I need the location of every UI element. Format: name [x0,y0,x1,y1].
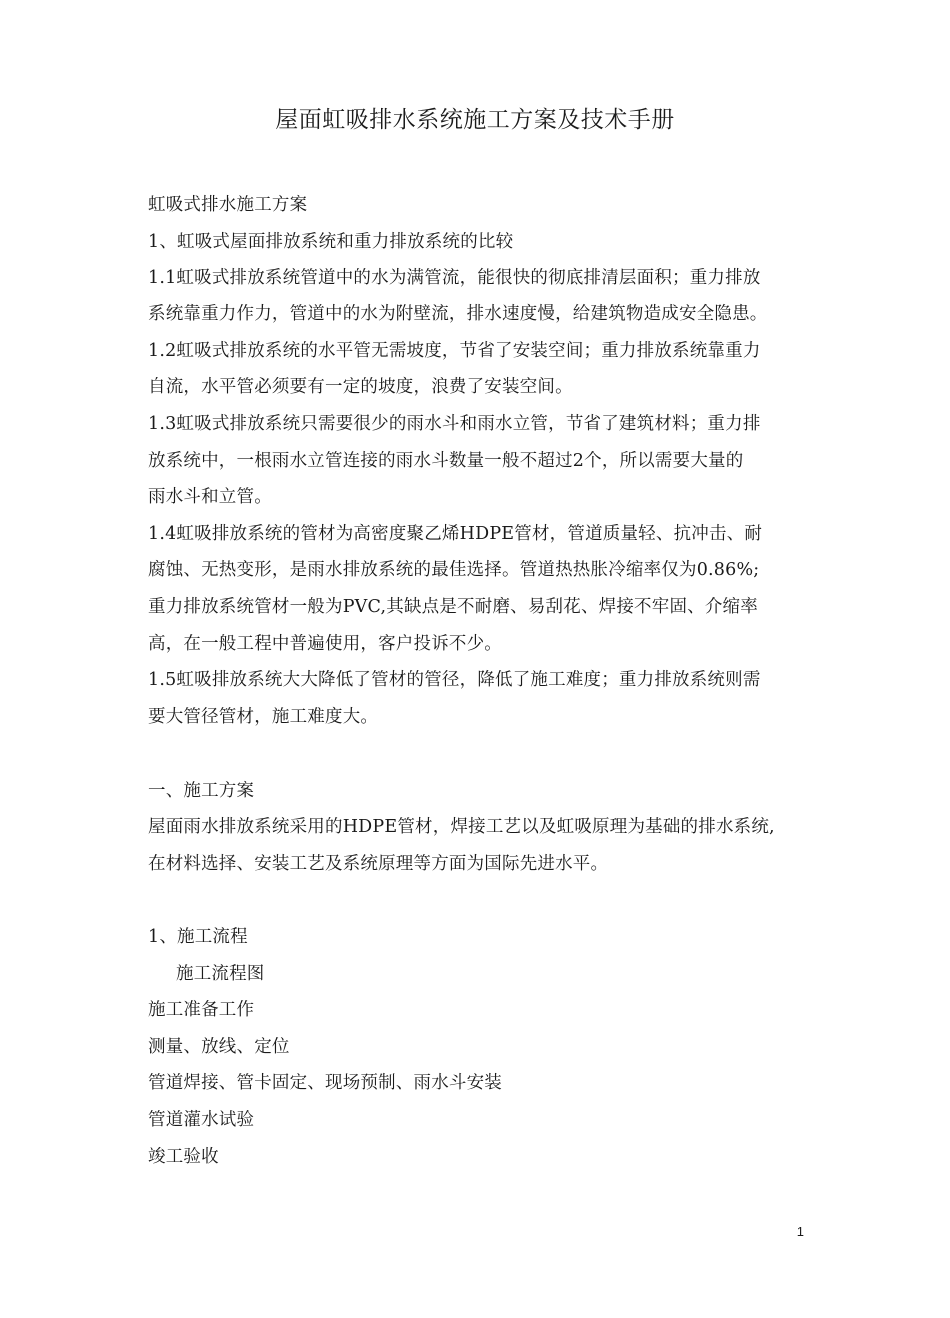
paragraph-line: 放系统中，一根雨水立管连接的雨水斗数量一般不超过2个，所以需要大量的 [148,451,744,471]
section-heading: 虹吸式排水施工方案 [148,195,308,215]
subsection-heading: 1、施工流程 [148,927,248,947]
paragraph-line: 在材料选择、安装工艺及系统原理等方面为国际先进水平。 [148,854,609,874]
flow-step: 管道灌水试验 [148,1110,255,1130]
flow-step: 管道焊接、管卡固定、现场预制、雨水斗安装 [148,1073,502,1093]
paragraph-line: 雨水斗和立管。 [148,487,272,507]
flow-step: 施工准备工作 [148,1000,255,1020]
paragraph-line: 系统靠重力作力，管道中的水为附壁流，排水速度慢，给建筑物造成安全隐患。 [148,304,768,324]
paragraph-line: 1.2虹吸式排放系统的水平管无需坡度，节省了安装空间；重力排放系统靠重力 [148,341,761,361]
paragraph-line: 高，在一般工程中普遍使用，客户投诉不少。 [148,634,502,654]
paragraph-line: 1.1虹吸式排放系统管道中的水为满管流，能很快的彻底排清层面积；重力排放 [148,268,761,288]
document-title: 屋面虹吸排水系统施工方案及技术手册 [275,107,675,133]
section-heading: 一、施工方案 [148,781,255,801]
flow-step: 测量、放线、定位 [148,1037,290,1057]
paragraph-line: 自流，水平管必须要有一定的坡度，浪费了安装空间。 [148,377,573,397]
flowchart-caption: 施工流程图 [176,964,265,984]
paragraph-line: 重力排放系统管材一般为PVC,其缺点是不耐磨、易刮花、焊接不牢固、介缩率 [148,597,758,617]
paragraph-line: 要大管径管材，施工难度大。 [148,707,379,727]
paragraph-line: 1.3虹吸式排放系统只需要很少的雨水斗和雨水立管，节省了建筑材料；重力排 [148,414,761,434]
paragraph-line: 屋面雨水排放系统采用的HDPE管材，焊接工艺以及虹吸原理为基础的排水系统, [148,817,775,837]
paragraph-line: 腐蚀、无热变形，是雨水排放系统的最佳选择。管道热热胀冷缩率仅为0.86%; [148,560,760,580]
page-number: 1 [796,1224,804,1239]
paragraph-line: 1.4虹吸排放系统的管材为高密度聚乙烯HDPE管材，管道质量轻、抗冲击、耐 [148,524,763,544]
paragraph-line: 1.5虹吸排放系统大大降低了管材的管径，降低了施工难度；重力排放系统则需 [148,670,761,690]
subsection-heading: 1、虹吸式屋面排放系统和重力排放系统的比较 [148,232,514,252]
flow-step: 竣工验收 [148,1147,219,1167]
